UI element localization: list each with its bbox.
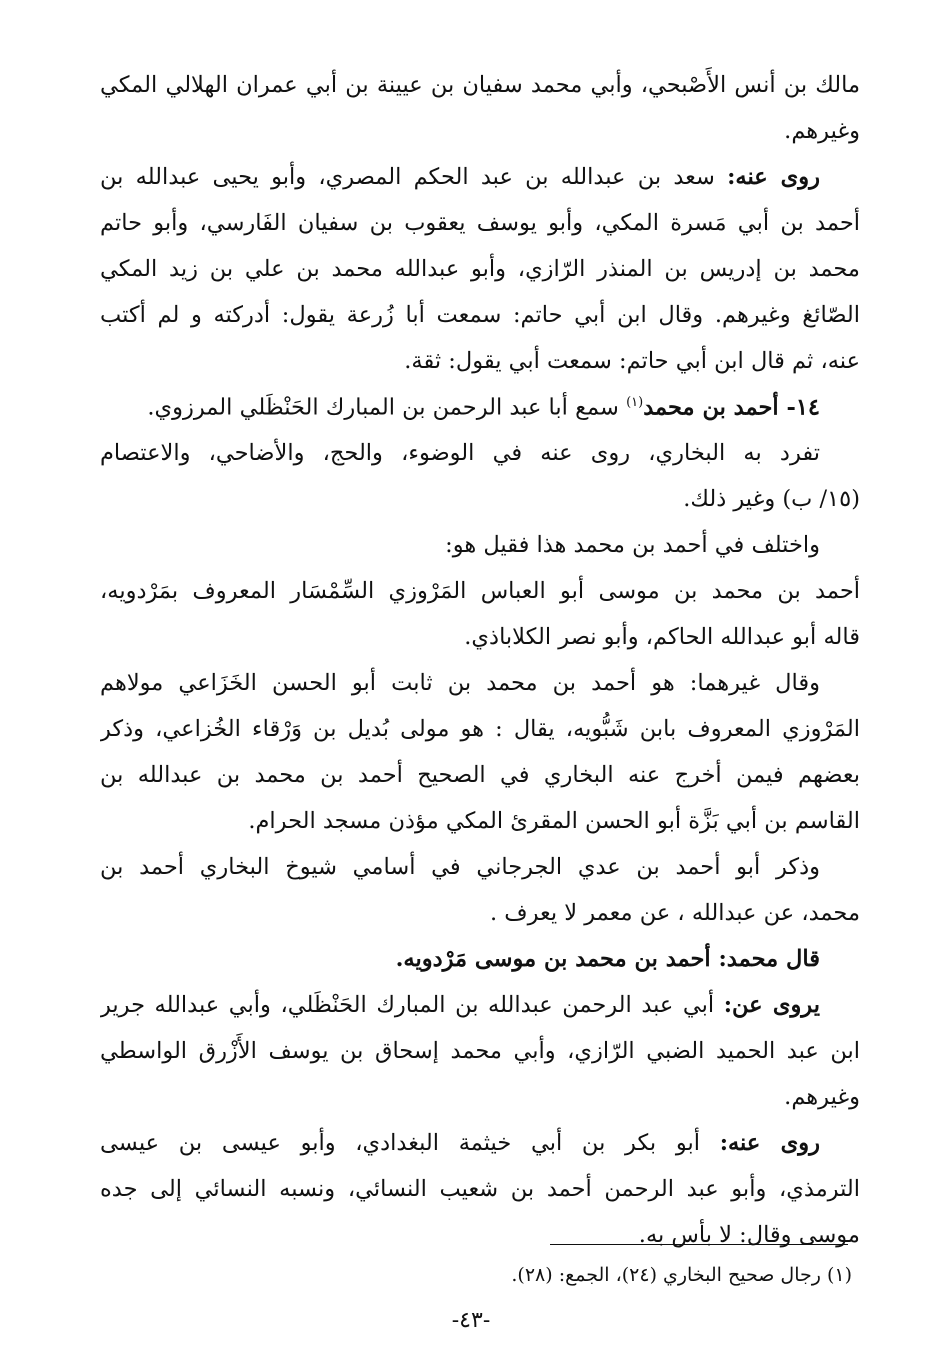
section-lead: روى عنه: (719, 1129, 820, 1156)
text-line (100, 430, 860, 476)
entry-heading-line (100, 384, 860, 430)
line-text: وغيرهم. (784, 1083, 860, 1110)
line-text: وغيرهم. (784, 117, 860, 144)
text-line (100, 660, 860, 706)
line-text: واختلف في أحمد بن محمد هذا فقيل هو: (445, 531, 820, 558)
line-text: (١٥/ ب) وغير ذلك. (683, 485, 860, 512)
text-line (100, 798, 860, 844)
line-text: مالك بن أنس الأَصْبحي، وأبي محمد سفيان بن عيينة بن أبي عمران الهلالي المكي (100, 71, 860, 98)
text-line (100, 844, 860, 890)
line-text: وقال غيرهما: هو أحمد بن محمد بن ثابت أبو الحسن الخَزَاعي مولاهم (100, 669, 820, 696)
line-text: محمد، عن عبدالله ، عن معمر لا يعرف . (489, 899, 860, 926)
footnote-divider (550, 1244, 848, 1245)
section-lead: روى عنه: (727, 163, 820, 190)
line-text: محمد بن إدريس بن المنذر الرّازي، وأبو عبدالله محمد بن علي بن زيد المكي (100, 255, 860, 282)
page-number: -٤٣- (451, 1308, 491, 1333)
text-line (100, 1074, 860, 1120)
line-text: بعضهم فيمن أخرج عنه البخاري في الصحيح أحمد بن محمد بن عبدالله بن (100, 761, 860, 788)
page-body (100, 62, 860, 1258)
line-text: المَرْوزي المعروف بابن شَبُّويه، يقال : هو مولى بُديل بن وَرْقاء الخُزاعي، وذكر (100, 715, 860, 742)
section-lead: يروى عن: (723, 991, 820, 1018)
text-line (100, 890, 860, 936)
text-line (100, 1212, 860, 1258)
text-line (100, 62, 860, 108)
text-line (100, 246, 860, 292)
line-text: وذكر أبو أحمد بن عدي الجرجاني في أسامي شيوخ البخاري أحمد بن (100, 853, 820, 880)
text-line (100, 108, 860, 154)
text-line (100, 752, 860, 798)
footnote: (١) رجال صحيح البخاري (٢٤)، الجمع: (٢٨). (511, 1264, 852, 1286)
footnote-marker: (١) (626, 394, 644, 410)
text-line (100, 154, 860, 200)
line-text: موسى وقال: لا بأس به. (638, 1221, 860, 1248)
line-text: أبي عبد الرحمن عبدالله بن المبارك الحَنْظَلي، وأبي عبدالله جرير (100, 991, 724, 1018)
line-text: سعد بن عبدالله بن عبد الحكم المصري، وأبو يحيى عبدالله بن (100, 163, 728, 190)
text-line (100, 1166, 860, 1212)
line-text: أحمد بن أبي مَسرة المكي، وأبو يوسف يعقوب بن سفيان الفَارسي، وأبو حاتم (100, 209, 860, 236)
text-line (100, 292, 860, 338)
section-lead: قال محمد: أحمد بن محمد بن موسى مَرْدويه. (395, 945, 820, 972)
line-text: ابن عبد الحميد الضبي الرّازي، وأبي محمد إسحاق بن يوسف الأَزْرق الواسطي (100, 1037, 860, 1064)
line-text: الترمذي، وأبو عبد الرحمن أحمد بن شعيب النسائي، ونسبه النسائي إلى جده (100, 1175, 860, 1202)
text-line (100, 982, 860, 1028)
line-text: القاسم بن أبي بَزَّة أبو الحسن المقرئ المكي مؤذن مسجد الحرام. (248, 807, 860, 834)
line-text: أحمد بن محمد بن موسى أبو العباس المَرْوزي السِّمْسَار المعروف بمَرْدويه، (100, 577, 860, 604)
text-line (100, 1120, 860, 1166)
line-text: أبو بكر بن أبي خيثمة البغدادي، وأبو عيسى بن عيسى (100, 1129, 720, 1156)
text-line (100, 338, 860, 384)
entry-heading: ١٤- أحمد بن محمد (643, 394, 820, 420)
text-line (100, 1028, 860, 1074)
text-line (100, 522, 860, 568)
line-text: قاله أبو عبدالله الحاكم، وأبو نصر الكلاباذي. (464, 623, 860, 650)
text-line (100, 614, 860, 660)
text-line (100, 200, 860, 246)
text-line (100, 936, 860, 982)
text-line (100, 476, 860, 522)
line-text: عنه، ثم قال ابن أبي حاتم: سمعت أبي يقول: ثقة. (404, 347, 860, 374)
line-text: سمع أبا عبد الرحمن بن المبارك الحَنْظَلي المرزوي. (147, 394, 627, 420)
line-text: تفرد به البخاري، روى عنه في الوضوء، والحج، والأضاحي، والاعتصام (100, 439, 820, 466)
text-line (100, 568, 860, 614)
text-line (100, 706, 860, 752)
line-text: الصّائغ وغيرهم. وقال ابن أبي حاتم: سمعت أبا زُرعة يقول: أدركته و لم أكتب (100, 301, 860, 328)
